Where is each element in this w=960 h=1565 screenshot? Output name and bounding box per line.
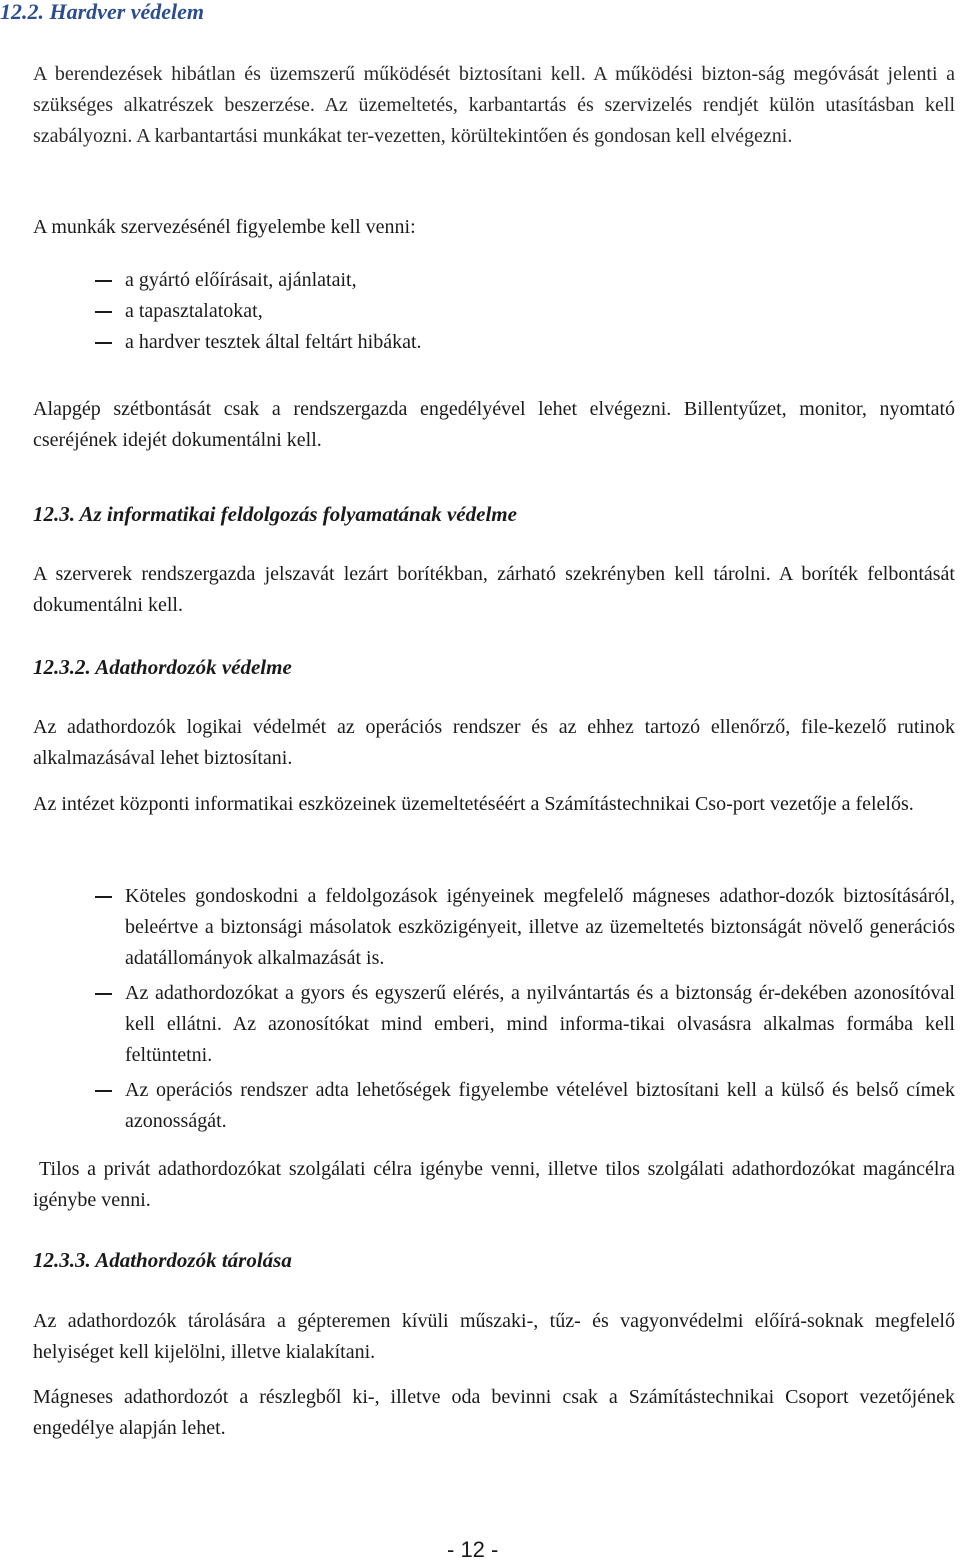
page-number: - 12 - (447, 1537, 499, 1562)
paragraph-disassembly: Alapgép szétbontását csak a rendszergazda engedélyével lehet elvégezni. Billentyűzet, monitor, nyomtató cseréjének idejét dokumentálni kell. (33, 398, 955, 451)
list-item: Az adathordozókat a gyors és egyszerű elérés, a nyilvántartás és a biztonság ér-dekében azonosítóval kell ellátni. Az azonosítókat mind emberi, mind informa-tikai olvasásra alkalmas formába kell feltüntetni. (33, 978, 955, 1071)
paragraph-private-media: Tilos a privát adathordozókat szolgálati célra igénybe venni, illetve tilos szolgálati adathordozókat magáncélra igénybe venni. (33, 1158, 955, 1211)
list-item: Köteles gondoskodni a feldolgozások igényeinek megfelelő mágneses adathor-dozók biztosításáról, beleértve a biztonsági másolatok eszközigényeit, illetve az üzemeltetés biztonságát növelő generációs adatállományok alkalmazását is. (33, 881, 955, 974)
section-heading-12-3-3: 12.3.3. Adathordozók tárolása (33, 1248, 292, 1272)
media-duties-list (33, 881, 955, 1141)
paragraph-hardware-intro: A berendezések hibátlan és üzemszerű működését biztosítani kell. A működési bizton-ság megóvását jelenti a szükséges alkatrészek beszerzése. Az üzemeltetés, karbantartás és szervizelés rendjét külön utasításban kell szabályozni. A karbantartási munkákat ter-vezetten, körültekintően és gondosan kell elvégezni. (33, 63, 955, 147)
dash-bullet-icon (95, 896, 112, 898)
paragraph-media-transfer: Mágneses adathordozót a részlegből ki-, illetve oda bevinni csak a Számítástechnikai Csoport vezetőjének engedélye alapján lehet. (33, 1386, 955, 1439)
dash-bullet-icon (95, 993, 112, 995)
dash-bullet-icon (95, 1090, 112, 1092)
list-item: a hardver tesztek által feltárt hibákat. (33, 327, 955, 358)
paragraph-list-intro: A munkák szervezésénél figyelembe kell venni: (33, 216, 416, 238)
paragraph-server-password: A szerverek rendszergazda jelszavát lezárt borítékban, zárható szekrényben kell tárolni. A boríték felbontását dokumentálni kell. (33, 563, 955, 616)
dash-bullet-icon (95, 280, 112, 282)
section-heading-12-2: 12.2. Hardver védelem (0, 0, 205, 24)
section-heading-12-3-2: 12.3.2. Adathordozók védelme (33, 655, 292, 679)
paragraph-responsibility: Az intézet központi informatikai eszközeinek üzemeltetéséért a Számítástechnikai Cso-port vezetője a felelős. (33, 793, 914, 815)
paragraph-logical-protection: Az adathordozók logikai védelmét az operációs rendszer és az ehhez tartozó ellenőrző, file-kezelő rutinok alkalmazásával lehet biztosítani. (33, 716, 955, 769)
section-heading-12-3: 12.3. Az informatikai feldolgozás folyamatának védelme (33, 502, 517, 526)
list-item: a gyártó előírásait, ajánlatait, (33, 265, 955, 296)
dash-bullet-icon (95, 342, 112, 344)
paragraph-media-storage: Az adathordozók tárolására a gépteremen kívüli műszaki-, tűz- és vagyonvédelmi előírá-soknak megfelelő helyiséget kell kijelölni, illetve kialakítani. (33, 1310, 955, 1363)
list-item: Az operációs rendszer adta lehetőségek figyelembe vételével biztosítani kell a külső és belső címek azonosságát. (33, 1075, 955, 1137)
hardware-considerations-list (33, 265, 955, 358)
dash-bullet-icon (95, 311, 112, 313)
list-item: a tapasztalatokat, (33, 296, 955, 327)
